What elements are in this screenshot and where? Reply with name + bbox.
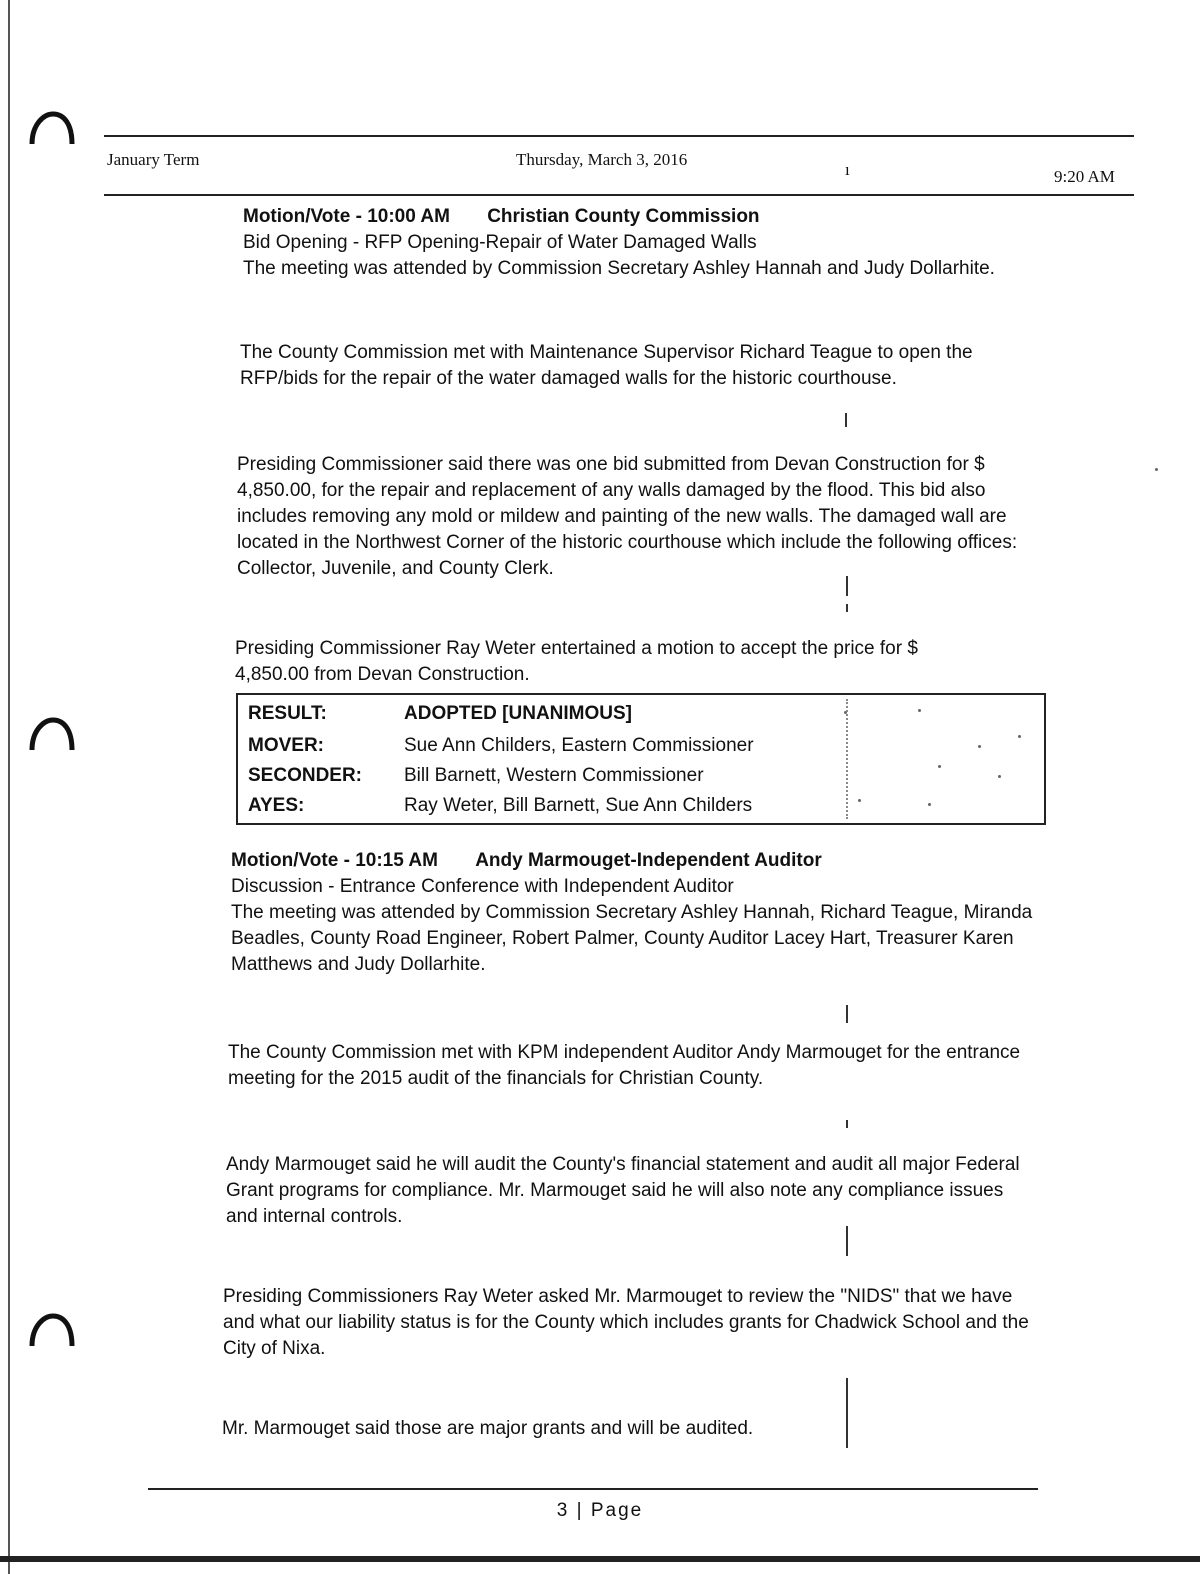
scan-margin-mark [846,576,848,596]
item1-type: Motion/Vote - [243,206,362,227]
item2-heading [231,848,1051,978]
scan-margin-mark [845,413,847,427]
scan-margin-mark [846,1005,848,1023]
item2-type: Motion/Vote - [231,850,350,871]
item2-time: 10:15 AM [355,850,438,871]
scan-speck [938,765,941,768]
scan-speck [1155,468,1158,471]
item1-paragraph: Presiding Commissioner Ray Weter entertained a motion to accept the price for $ 4,850.00 from Devan Construction. [235,638,918,685]
header-tick-mark: ı [845,160,850,179]
scan-speck [998,775,1001,778]
scan-margin-mark [846,1378,848,1448]
scan-margin-mark [846,604,848,612]
vote-seconder-value: Bill Barnett, Western Commissioner [404,765,704,786]
vote-result-value: ADOPTED [UNANIMOUS] [404,703,632,724]
scan-speck [1018,735,1021,738]
item2-motion-line [231,848,1051,874]
item2-paragraph: Presiding Commissioners Ray Weter asked Mr. Marmouget to review the "NIDS" that we have and what our liability status is for the County which includes grants for Chadwick School and the City of Nixa. [223,1286,1029,1359]
scan-speck [978,745,981,748]
item1-paragraph: The County Commission met with Maintenance Supervisor Richard Teague to open the RFP/bids for the repair of the water damaged walls for the historic courthouse. [240,342,973,389]
item1-subtitle: Bid Opening - RFP Opening-Repair of Water Damaged Walls [243,232,757,253]
item2-paragraph: Mr. Marmouget said those are major grants and will be audited. [222,1418,754,1439]
page-left-edge [8,0,10,1574]
vote-mover-label: MOVER: [248,735,324,756]
item1-time: 10:00 AM [367,206,450,227]
page-number: 3 | Page [556,1500,644,1521]
item1-motion-line [243,204,1063,230]
scan-margin-line [846,699,848,819]
item2-attended: The meeting was attended by Commission Secretary Ashley Hannah, Richard Teague, Miranda Beadles, County Road Engineer, Robert Palmer, County Auditor Lacey Hart, Treasurer Karen Matthews and Judy Dollarhite. [231,902,1033,975]
vote-mover-value: Sue Ann Childers, Eastern Commissioner [404,735,754,756]
item1-attended: The meeting was attended by Commission Secretary Ashley Hannah and Judy Dollarhite. [243,258,995,279]
page-bottom-edge [0,1556,1200,1562]
scan-margin-mark [846,1120,848,1128]
header-term: January Term [107,150,200,169]
scan-speck [918,709,921,712]
header-rule-top [104,135,1134,137]
item1-heading [243,204,1063,282]
item2-title: Andy Marmouget-Independent Auditor [475,850,822,871]
vote-ayes-label: AYES: [248,795,305,816]
header-date: Thursday, March 3, 2016 [516,150,688,169]
scan-margin-mark [846,1226,848,1256]
punch-hole-icon [26,110,76,148]
item1-title: Christian County Commission [487,206,760,227]
item2-subtitle: Discussion - Entrance Conference with Independent Auditor [231,876,734,897]
header-time: 9:20 AM [1054,167,1115,186]
header-rule-bottom [104,194,1134,196]
vote-result-label: RESULT: [248,703,327,724]
footer-rule [148,1488,1038,1490]
punch-hole-icon [26,1312,76,1350]
scan-speck [928,803,931,806]
item2-paragraph: The County Commission met with KPM independent Auditor Andy Marmouget for the entrance meeting for the 2015 audit of the financials for Christian County. [228,1042,1021,1089]
item1-paragraph: Presiding Commissioner said there was one bid submitted from Devan Construction for $ 4,850.00, for the repair and replacement of any walls damaged by the flood. This bid also includes removing any mold or mildew and painting of the new walls. The damaged wall are located in the Northwest Corner of the historic courthouse which include the following offices: Collector, Juvenile, and County Clerk. [237,454,1018,579]
scan-speck [858,799,861,802]
vote-seconder-label: SECONDER: [248,765,363,786]
vote-result-table [236,693,1046,825]
punch-hole-icon [26,716,76,754]
item2-paragraph: Andy Marmouget said he will audit the County's financial statement and audit all major Federal Grant programs for compliance. Mr. Marmouget said he will also note any compliance issues and internal controls. [226,1154,1020,1227]
vote-ayes-value: Ray Weter, Bill Barnett, Sue Ann Childers [404,795,753,816]
